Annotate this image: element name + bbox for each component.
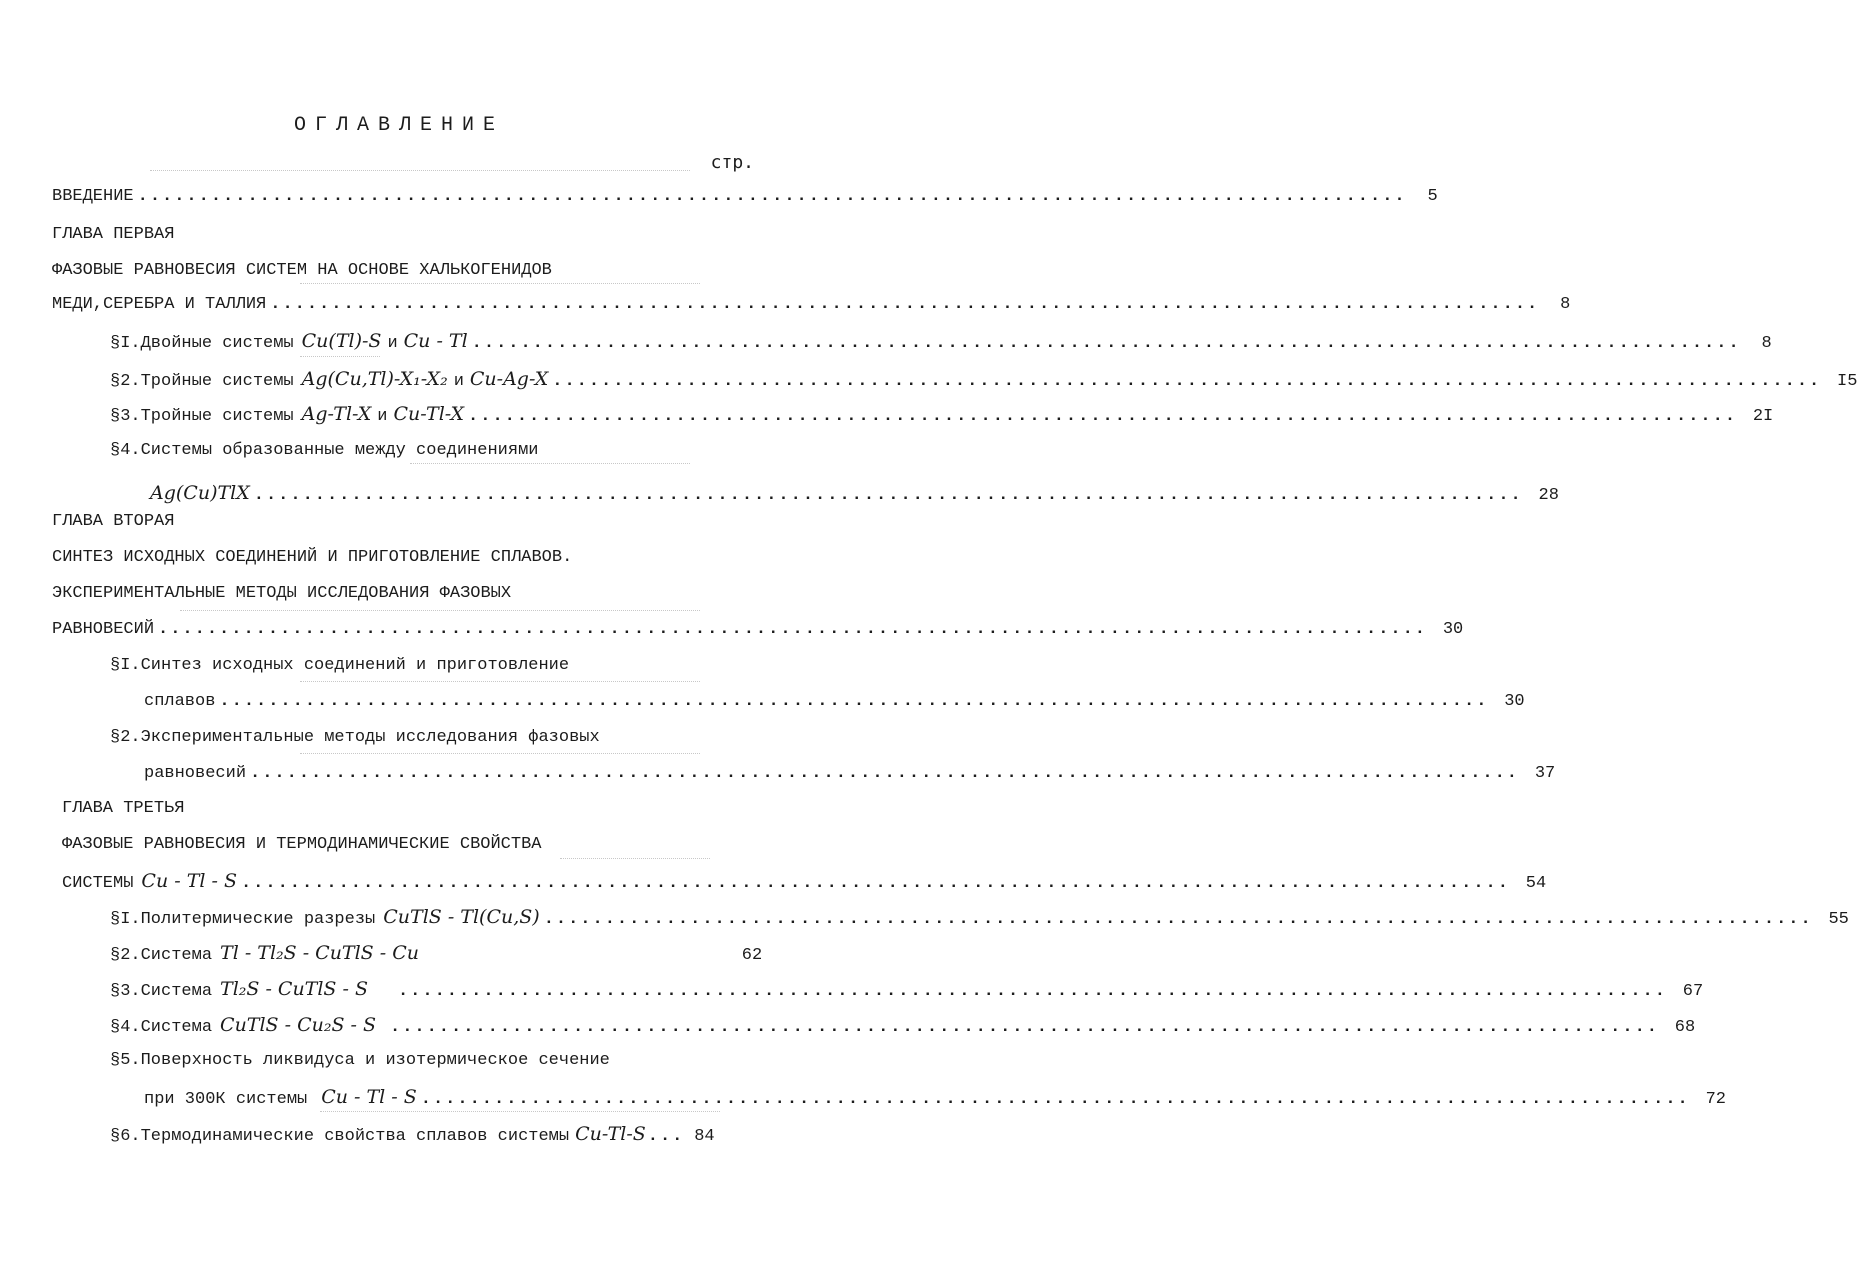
entry-label: §5.Поверхность ликвидуса и изотермическое сечение [110, 1051, 610, 1070]
faint-dotted-guide [300, 753, 700, 755]
toc-entry-ch2-s1 [144, 689, 1525, 715]
toc-entry-ch3-s1 [110, 904, 1849, 930]
leader-dots: ........................................................................................................ [219, 692, 1489, 711]
page-number: 62 [741, 946, 763, 965]
entry-label: §2.Экспериментальные методы исследования фазовых [110, 728, 600, 747]
leader-dots: ........................................................................................................ [543, 910, 1813, 929]
chapter-heading: ГЛАВА ПЕРВАЯ [52, 225, 175, 244]
page-number: I5 [1837, 372, 1858, 391]
leader-dots: ........................................................................................................ [250, 764, 1520, 783]
entry-label: §3.Система [110, 982, 213, 1001]
toc-entry-ch3-s6 [110, 1121, 772, 1147]
formula: Cu(Tl)-S [301, 330, 382, 352]
leader-dots: ........................................................................................................ [471, 334, 1741, 353]
chapter-heading: ГЛАВА ТРЕТЬЯ [62, 799, 185, 818]
toc-entry-ch1-s1 [110, 328, 1772, 354]
toc-entry-ch2-s2 [144, 761, 1556, 787]
leader-dots: ........................................................................................................ [420, 1090, 1690, 1109]
page-number: 8 [1761, 334, 1772, 353]
formula: Cu - Tl [403, 330, 468, 352]
formula: Ag(Cu)TlX [150, 482, 250, 504]
page-number: 30 [1504, 692, 1525, 711]
page-column-label: стр. [710, 152, 754, 173]
entry-label: равновесий [144, 764, 247, 783]
entry-label: §I.Политермические разрезы [110, 910, 376, 929]
chapter-title-line: ФАЗОВЫЕ РАВНОВЕСИЯ И ТЕРМОДИНАМИЧЕСКИЕ СВОЙСТВА [62, 835, 542, 854]
entry-label: ВВЕДЕНИЕ [52, 187, 134, 206]
leader-dots: ........................................................................................................ [270, 295, 1540, 314]
conjunction: и [377, 407, 388, 426]
formula: Cu - Tl - S [141, 870, 237, 892]
toc-title: ОГЛАВЛЕНИЕ [293, 114, 505, 137]
formula: Ag(Cu,Tl)-X₁-X₂ [301, 368, 448, 390]
leader-dots: ........................................................................................................ [552, 372, 1822, 391]
page-number: 8 [1560, 295, 1571, 314]
toc-entry-ch3-s3 [110, 976, 1704, 1002]
entry-label: РАВНОВЕСИЙ [52, 620, 155, 639]
leader-dots: ........................................................................................................ [137, 187, 1407, 206]
toc-entry-chapter2 [52, 617, 1464, 643]
conjunction: и [453, 372, 464, 391]
page-number: 5 [1427, 187, 1438, 206]
faint-dotted-guide [180, 610, 700, 612]
leader-dots: ........................................................................................................ [240, 874, 1510, 893]
entry-label: §4.Системы образованные между соединениями [110, 441, 539, 460]
conjunction: и [387, 334, 398, 353]
toc-entry-chapter1 [52, 292, 1571, 318]
toc-entry-ch3-s2 [110, 940, 772, 966]
chapter-title-line: СИНТЕЗ ИСХОДНЫХ СОЕДИНЕНИЙ И ПРИГОТОВЛЕНИЕ СПЛАВОВ. [52, 548, 573, 567]
entry-label: при 300К системы [144, 1090, 308, 1109]
leader-dots: ........................................................................................................ [158, 620, 1428, 639]
page-number: 55 [1828, 910, 1849, 929]
page-number: 54 [1525, 874, 1547, 893]
formula: Tl - Tl₂S - CuTlS - Cu [220, 942, 419, 964]
faint-dotted-guide [300, 356, 380, 358]
entry-label: §2.Система [110, 946, 213, 965]
toc-entry-intro [52, 184, 1438, 210]
page-number: 37 [1534, 764, 1556, 783]
entry-label: §I.Синтез исходных соединений и приготовление [110, 656, 570, 675]
leader-dots: ........................................................................................................ [468, 407, 1738, 426]
formula: CuTlS - Tl(Cu,S) [383, 906, 540, 928]
leader-dots: ........................................................................................................ [253, 486, 1523, 505]
toc-entry-ch1-s3 [110, 401, 1774, 427]
faint-dotted-guide [560, 858, 710, 860]
toc-entry-ch3-s5 [144, 1084, 1726, 1110]
faint-dotted-guide [320, 1111, 720, 1113]
formula: CuTlS - Cu₂S - S [220, 1014, 376, 1036]
chapter-heading: ГЛАВА ВТОРАЯ [52, 512, 175, 531]
formula: Cu-Tl-X [393, 403, 465, 425]
toc-entry-ch1-s4 [150, 480, 1559, 506]
formula: Cu-Ag-X [469, 368, 549, 390]
chapter-title-line: ФАЗОВЫЕ РАВНОВЕСИЯ СИСТЕМ НА ОСНОВЕ ХАЛЬКОГЕНИДОВ [52, 261, 552, 280]
page-number: 72 [1705, 1090, 1726, 1109]
formula: Cu - Tl - S [321, 1086, 417, 1108]
entry-label: §3.Тройные системы [110, 407, 294, 426]
faint-dotted-guide [410, 463, 690, 465]
entry-label: §6.Термодинамические свойства сплавов системы [110, 1127, 570, 1146]
toc-entry-chapter3 [62, 868, 1547, 894]
page-number: 84 [694, 1127, 715, 1146]
entry-label: §I.Двойные системы [110, 334, 294, 353]
page-number: 30 [1442, 620, 1464, 639]
faint-dotted-guide [300, 283, 700, 285]
toc-entry-ch1-s2 [110, 366, 1858, 392]
toc-entry-ch3-s4 [110, 1012, 1696, 1038]
page-number: 2I [1752, 407, 1774, 426]
page-number: 28 [1538, 486, 1559, 505]
leader-dots: ... [647, 1127, 685, 1146]
formula: Ag-Tl-X [301, 403, 372, 425]
chapter-title-line: ЭКСПЕРИМЕНТАЛЬНЫЕ МЕТОДЫ ИССЛЕДОВАНИЯ ФАЗОВЫХ [52, 584, 512, 603]
faint-dotted-guide [150, 170, 690, 172]
page-number: 67 [1682, 982, 1704, 1001]
entry-label: МЕДИ,СЕРЕБРА И ТАЛЛИЯ [52, 295, 267, 314]
entry-label: сплавов [144, 692, 216, 711]
formula: Tl₂S - CuTlS - S [220, 978, 368, 1000]
formula: Cu-Tl-S [575, 1123, 646, 1145]
entry-label: §4.Система [110, 1018, 213, 1037]
faint-dotted-guide [300, 681, 700, 683]
entry-label: СИСТЕМЫ [62, 874, 134, 893]
page-number: 68 [1674, 1018, 1696, 1037]
leader-dots: ........................................................................................................ [397, 982, 1667, 1001]
leader-dots: ........................................................................................................ [390, 1018, 1659, 1037]
entry-label: §2.Тройные системы [110, 372, 294, 391]
